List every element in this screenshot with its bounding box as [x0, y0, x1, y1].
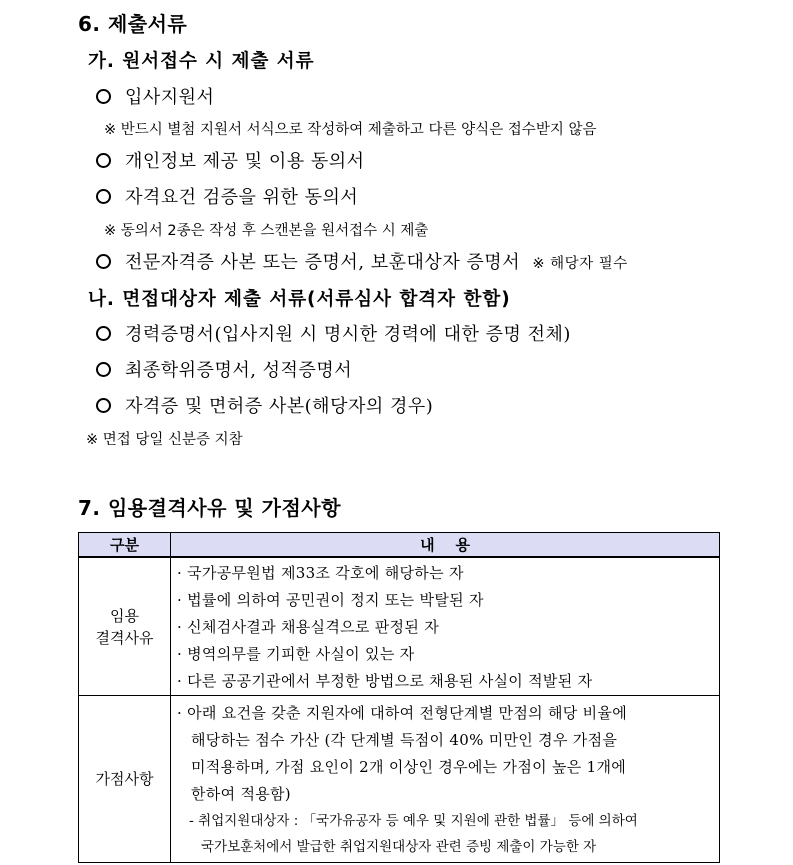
sub-item: - 취업지원대상자 : 「국가유공자 등 예우 및 지원에 관한 법률」 등에 의하여: [189, 813, 638, 829]
circle-bullet-icon: [96, 89, 111, 104]
list-item: [96, 248, 628, 274]
list-item-label: 자격요건 검증을 위한 동의서: [125, 187, 359, 208]
list-item-continued: 미적용하며, 가점 요인이 2개 이상인 경우에는 가점이 높은 1개에: [191, 758, 627, 776]
section-7-title: 7. 임용결격사유 및 가점사항: [78, 496, 341, 520]
category-label: 임용: [110, 606, 139, 625]
disqualification-table: [78, 532, 720, 863]
header-content: 내 용: [171, 533, 720, 558]
subsection-a-title: 가. 원서접수 시 제출 서류: [88, 51, 315, 72]
header-category: 구분: [79, 533, 171, 558]
category-cell: [79, 557, 171, 696]
circle-bullet-icon: [96, 153, 111, 168]
list-item: [96, 183, 358, 209]
list-item: · 신체검사결과 채용실격으로 판정된 자: [177, 618, 439, 636]
subsection-b-title: 나. 면접대상자 제출 서류(서류심사 합격자 한함): [88, 289, 511, 310]
sub-item-continued: 국가보훈처에서 발급한 취업지원대상자 관련 증빙 제출이 가능한 자: [201, 839, 597, 855]
required-note: ※ 해당자 필수: [532, 256, 628, 272]
list-item-label: 자격증 및 면허증 사본(해당자의 경우): [125, 396, 434, 417]
list-item-label: 개인정보 제공 및 이용 동의서: [125, 151, 365, 172]
note-text: ※ 반드시 별첨 지원서 서식으로 작성하여 제출하고 다른 양식은 접수받지 않음: [104, 122, 597, 138]
list-item-continued: 해당하는 점수 가산 (각 단계별 득점이 40% 미만인 경우 가점을: [191, 731, 618, 749]
list-item: [96, 392, 433, 418]
list-item: · 법률에 의하여 공민권이 정지 또는 박탈된 자: [177, 591, 484, 609]
table-row: [79, 557, 720, 696]
content-cell: [171, 557, 720, 696]
table-header-row: [79, 533, 720, 558]
list-item: · 다른 공공기관에서 부정한 방법으로 채용된 사실이 적발된 자: [177, 672, 593, 690]
note-text: ※ 동의서 2종은 작성 후 스캔본을 원서접수 시 제출: [104, 223, 429, 239]
list-item-label: 전문자격증 사본 또는 증명서, 보훈대상자 증명서: [125, 252, 521, 273]
list-item: [96, 320, 571, 346]
list-item: [96, 356, 352, 382]
list-item-label: 최종학위증명서, 성적증명서: [125, 360, 353, 381]
circle-bullet-icon: [96, 362, 111, 377]
list-item: · 아래 요건을 갖춘 지원자에 대하여 전형단계별 만점의 해당 비율에: [177, 704, 628, 722]
category-cell: 가점사항: [79, 696, 171, 863]
list-item-label: 경력증명서(입사지원 시 명시한 경력에 대한 증명 전체): [125, 324, 571, 345]
list-item: [96, 83, 214, 109]
list-item-continued: 한하여 적용함): [191, 785, 291, 803]
circle-bullet-icon: [96, 189, 111, 204]
section-6-title: 6. 제출서류: [78, 12, 188, 36]
content-cell: [171, 696, 720, 863]
note-text: ※ 면접 당일 신분증 지참: [86, 432, 243, 448]
list-item-label: 입사지원서: [125, 87, 215, 108]
table-row: [79, 696, 720, 863]
category-label: 결격사유: [95, 628, 154, 647]
circle-bullet-icon: [96, 398, 111, 413]
circle-bullet-icon: [96, 254, 111, 269]
circle-bullet-icon: [96, 326, 111, 341]
list-item: · 국가공무원법 제33조 각호에 해당하는 자: [177, 564, 464, 582]
list-item: · 병역의무를 기피한 사실이 있는 자: [177, 645, 415, 663]
list-item: [96, 147, 365, 173]
